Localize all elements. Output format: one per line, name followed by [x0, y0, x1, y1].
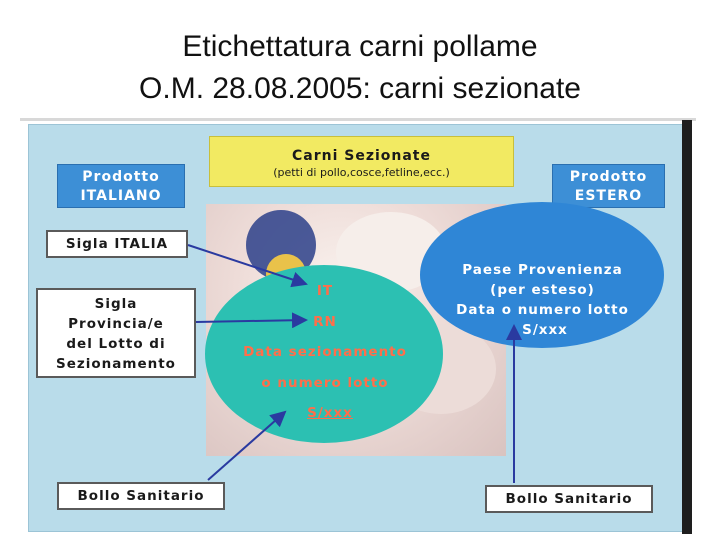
- label-sxxx-left: S/xxx: [307, 405, 353, 421]
- prodotto-estero-line1: Prodotto: [569, 169, 648, 185]
- label-data-numero-lotto: Data o numero lotto: [456, 302, 629, 318]
- label-sxxx-right: S/xxx: [522, 322, 568, 338]
- label-it: IT: [316, 283, 334, 299]
- sigla-provincia-line3: del Lotto di: [66, 336, 166, 352]
- label-data-sezionamento: Data sezionamento: [243, 344, 407, 360]
- sigla-italia-box: Sigla ITALIA: [46, 230, 188, 258]
- carni-sezionate-title: Carni Sezionate: [291, 148, 431, 164]
- bollo-sanitario-right-box: Bollo Sanitario: [485, 485, 653, 513]
- prodotto-estero-line2: ESTERO: [574, 188, 643, 204]
- prodotto-italiano-line2: ITALIANO: [80, 188, 162, 204]
- label-per-esteso: (per esteso): [490, 282, 595, 298]
- page-title-line2: O.M. 28.08.2005: carni sezionate: [139, 72, 581, 105]
- arrow-bollo-left: [208, 412, 285, 480]
- sigla-provincia-line2: Provincia/e: [68, 316, 164, 332]
- label-numero-lotto: o numero lotto: [261, 375, 389, 391]
- arrow-sigla-provincia: [196, 320, 306, 322]
- bollo-sanitario-left-box: Bollo Sanitario: [57, 482, 225, 510]
- carni-sezionate-subtitle: (petti di pollo,cosce,fetline,ecc.): [273, 166, 450, 179]
- label-rn: RN: [313, 314, 337, 330]
- prodotto-italiano-line1: Prodotto: [82, 169, 160, 185]
- sigla-provincia-line1: Sigla: [94, 296, 138, 312]
- sigla-provincia-line4: Sezionamento: [56, 356, 176, 372]
- page-title-line1: Etichettatura carni pollame: [182, 30, 538, 63]
- label-paese-provenienza: Paese Provenienza: [462, 262, 623, 278]
- arrow-sigla-italia: [188, 245, 306, 284]
